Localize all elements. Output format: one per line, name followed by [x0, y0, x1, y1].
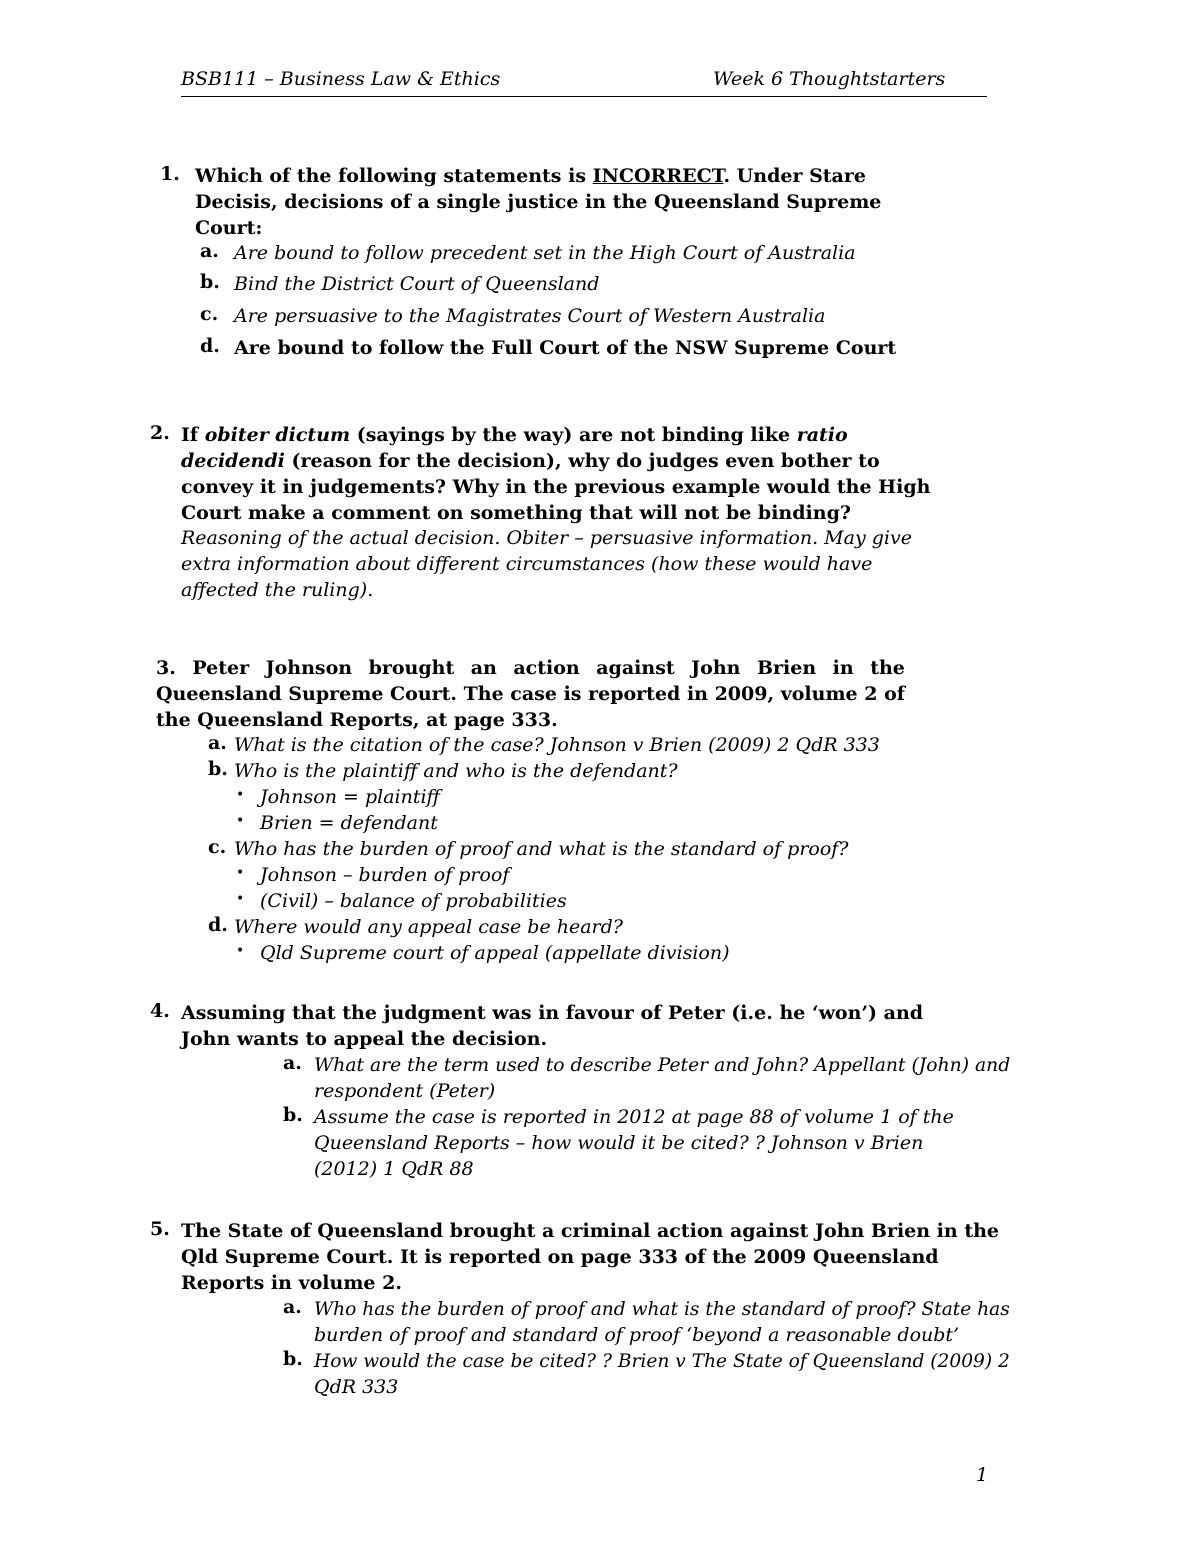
answer-line: Reasoning of the actual decision. Obiter – persuasive information. May give: [181, 527, 912, 549]
question-number: 1.: [160, 163, 180, 185]
question-text-line: Qld Supreme Court. It is reported on page 333 of the 2009 Queensland: [181, 1246, 939, 1268]
bullet-text: (Civil) – balance of probabilities: [260, 890, 567, 912]
word: in: [832, 657, 854, 679]
bullet-text: Johnson = plaintiff: [260, 786, 441, 808]
latin-term: ratio: [796, 424, 848, 446]
question-text-line: The State of Queensland brought a criminal action against John Brien in the: [181, 1220, 1000, 1242]
question-number: 2.: [150, 422, 170, 444]
bullet-icon: •: [236, 865, 245, 881]
question-text-line: Court:: [195, 217, 263, 239]
option-label: c.: [200, 303, 219, 325]
sub-question-text: QdR 333: [314, 1376, 399, 1398]
bullet-icon: •: [236, 813, 245, 829]
header-course-title: BSB111 – Business Law & Ethics: [181, 68, 501, 90]
text-segment: If: [181, 424, 205, 446]
sub-question-text: How would the case be cited? ? Brien v The State of Queensland (2009) 2: [314, 1350, 1010, 1372]
bullet-icon: •: [236, 891, 245, 907]
word: action: [513, 657, 580, 679]
sub-question-text: Who has the burden of proof and what is the standard of proof? State has: [314, 1298, 1010, 1320]
text-segment: (reason for the decision), why do judges even bother to: [284, 450, 880, 472]
answer-line: affected the ruling).: [181, 579, 374, 601]
question-text-line: the Queensland Reports, at page 333.: [156, 709, 558, 731]
question-text-line: Assuming that the judgment was in favour of Peter (i.e. he ‘won’) and: [181, 1002, 924, 1024]
bullet-text: Johnson – burden of proof: [260, 864, 510, 886]
word: Peter: [192, 657, 250, 679]
question-text-line-justified: [156, 655, 905, 681]
option-text: Are bound to follow precedent set in the High Court of Australia: [234, 242, 856, 264]
latin-term: decidendi: [181, 450, 285, 472]
latin-term: obiter dictum: [204, 424, 351, 446]
word: John: [691, 657, 741, 679]
bullet-text: Qld Supreme court of appeal (appellate division): [260, 942, 730, 964]
text-segment: . Under Stare: [723, 165, 866, 187]
question-number: 4.: [150, 1000, 170, 1022]
sub-question-text: respondent (Peter): [314, 1080, 496, 1102]
question-text-line: [195, 163, 866, 189]
question-text-line: John wants to appeal the decision.: [181, 1028, 548, 1050]
option-label: b.: [200, 271, 220, 293]
sub-question-label: b.: [283, 1104, 303, 1126]
question-text-line: Queensland Supreme Court. The case is reported in 2009, volume 2 of: [156, 683, 905, 705]
sub-question-text: Who has the burden of proof and what is the standard of proof?: [234, 838, 849, 860]
answer-line: extra information about different circumstances (how these would have: [181, 553, 873, 575]
sub-question-text: What is the citation of the case? Johnson v Brien (2009) 2 QdR 333: [234, 734, 880, 756]
sub-question-label: a.: [283, 1296, 302, 1318]
word: the: [870, 657, 905, 679]
bullet-text: Brien = defendant: [260, 812, 438, 834]
text-segment: Which of the following statements is: [195, 165, 593, 187]
question-number: 5.: [150, 1218, 170, 1240]
sub-question-text: Assume the case is reported in 2012 at page 88 of volume 1 of the: [314, 1106, 954, 1128]
option-text-correct: Are bound to follow the Full Court of the NSW Supreme Court: [234, 337, 897, 359]
sub-question-text: What are the term used to describe Peter and John? Appellant (John) and: [314, 1054, 1011, 1076]
sub-question-text: burden of proof and standard of proof ‘beyond a reasonable doubt’: [314, 1324, 960, 1346]
sub-question-label: a.: [208, 732, 227, 754]
sub-question-label: b.: [283, 1348, 303, 1370]
word: Brien: [756, 657, 817, 679]
header-week-title: Week 6 Thoughtstarters: [713, 68, 946, 90]
sub-question-label: b.: [208, 758, 228, 780]
option-text: Are persuasive to the Magistrates Court of Western Australia: [234, 305, 826, 327]
page-number: 1: [976, 1464, 989, 1486]
sub-question-text: Queensland Reports – how would it be cited? ? Johnson v Brien: [314, 1132, 924, 1154]
word: against: [596, 657, 675, 679]
word: Johnson: [265, 657, 353, 679]
word: an: [470, 657, 497, 679]
option-label: d.: [200, 335, 220, 357]
question-text-line: [181, 448, 880, 474]
word: brought: [368, 657, 455, 679]
option-text: Bind the District Court of Queensland: [234, 273, 600, 295]
question-text-line: [181, 422, 848, 448]
bullet-icon: •: [236, 787, 245, 803]
page-header: [181, 64, 987, 97]
sub-question-text: (2012) 1 QdR 88: [314, 1158, 474, 1180]
question-text-line: Reports in volume 2.: [181, 1272, 402, 1294]
question-text-line: Decisis, decisions of a single justice in the Queensland Supreme: [195, 191, 882, 213]
sub-question-label: a.: [283, 1052, 302, 1074]
question-text-line: convey it in judgements? Why in the previous example would the High: [181, 476, 931, 498]
question-text-line: Court make a comment on something that will not be binding?: [181, 502, 851, 524]
sub-question-text: Who is the plaintiff and who is the defendant?: [234, 760, 678, 782]
option-label: a.: [200, 240, 219, 262]
bullet-icon: •: [236, 943, 245, 959]
sub-question-label: d.: [208, 914, 228, 936]
sub-question-label: c.: [208, 836, 227, 858]
underlined-word: INCORRECT: [592, 165, 724, 187]
question-number: 3.: [156, 657, 176, 679]
sub-question-text: Where would any appeal case be heard?: [234, 916, 623, 938]
text-segment: (sayings by the way) are not binding like: [350, 424, 797, 446]
